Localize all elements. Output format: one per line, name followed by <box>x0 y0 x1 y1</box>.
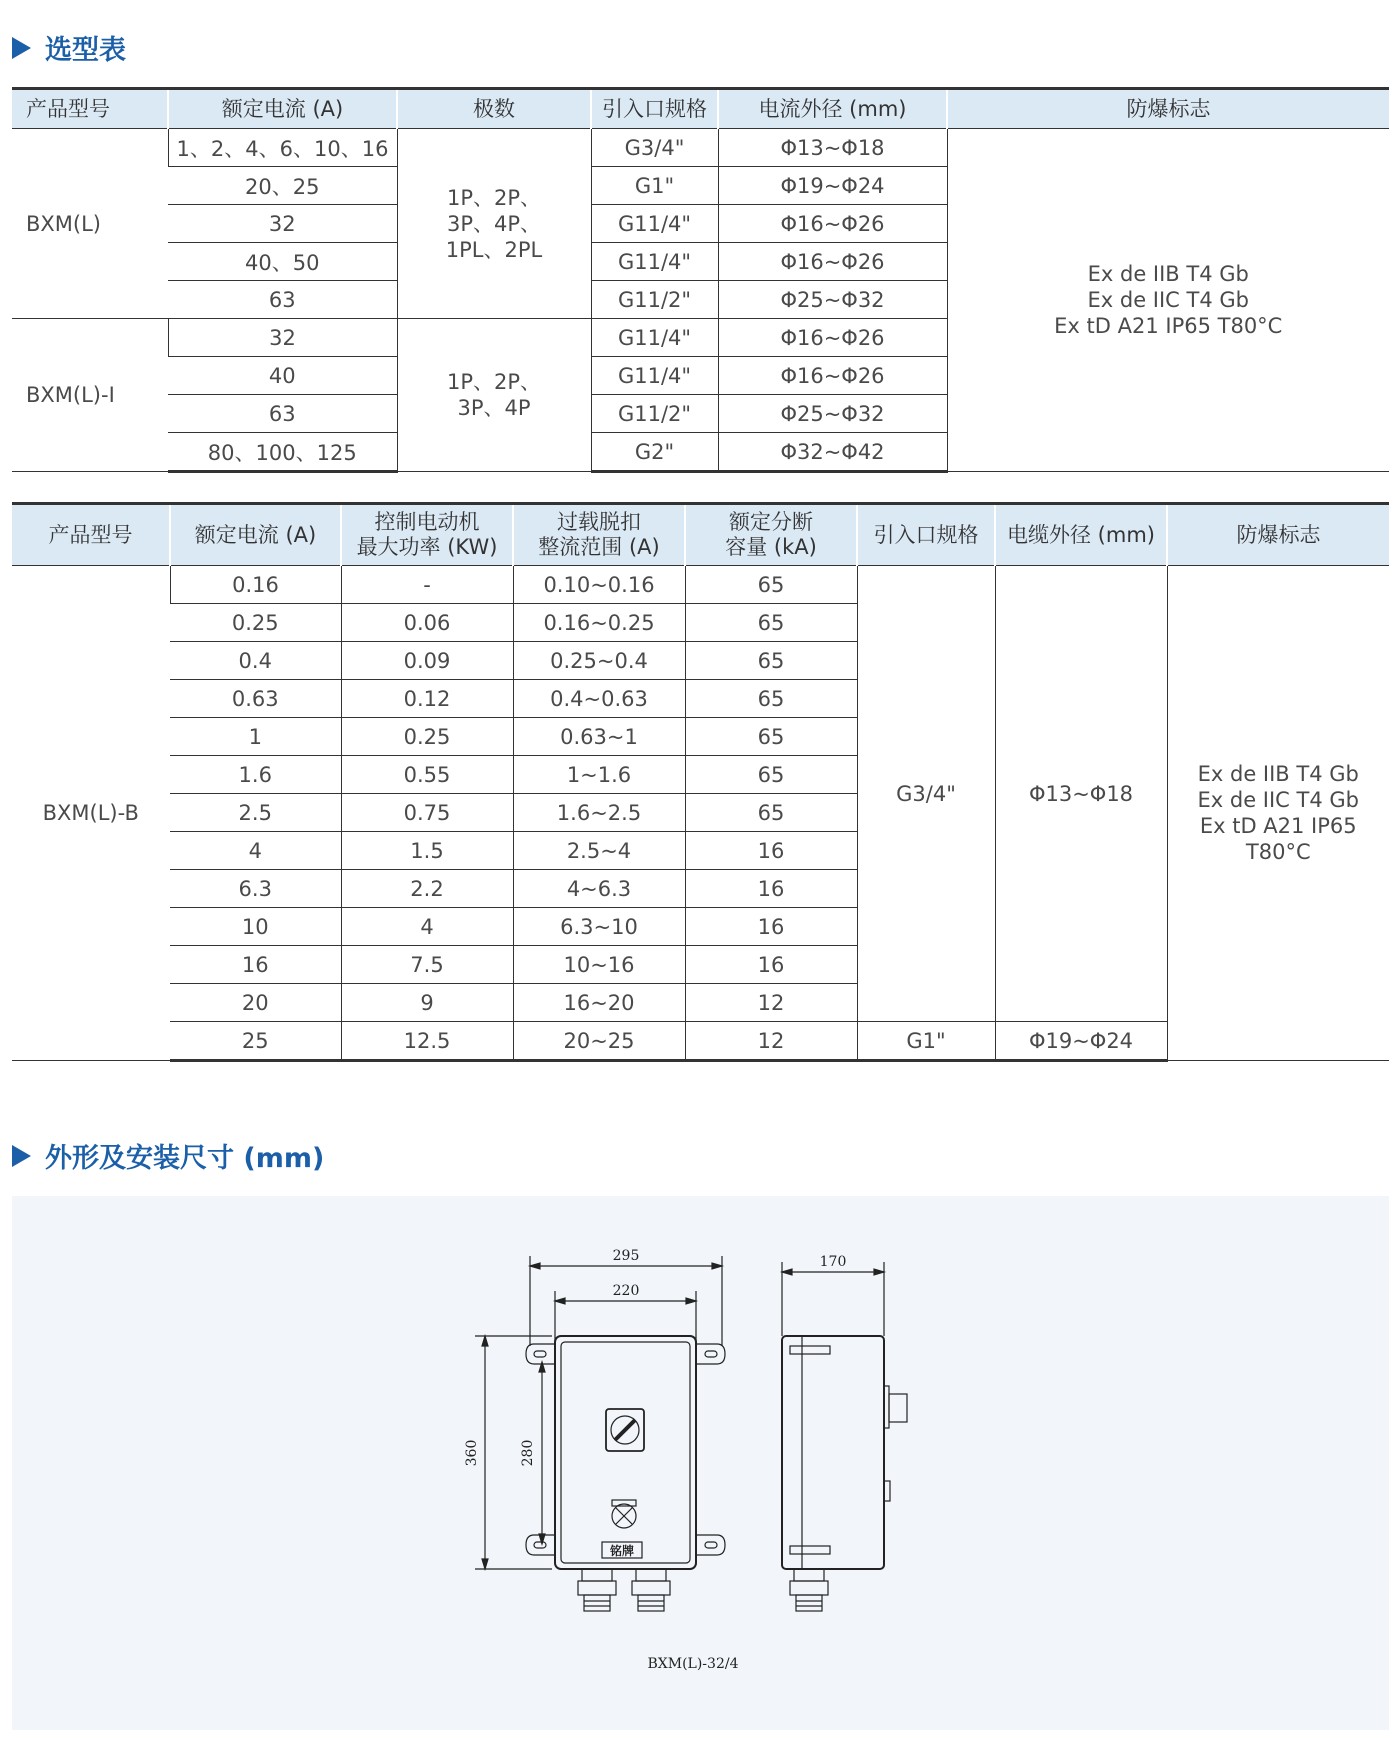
port-cell: G1" <box>857 1022 995 1061</box>
diameter-cell: Φ16~Φ26 <box>718 357 947 395</box>
poles-line: 1P、2P、 <box>446 370 542 394</box>
play-triangle-icon <box>12 1145 31 1167</box>
current-cell: 0.63 <box>170 680 341 718</box>
rotary-switch-side <box>889 1394 907 1422</box>
col-header-cable: 电缆外径 (mm) <box>995 504 1167 566</box>
table-header-row <box>12 89 1389 129</box>
port-cell: G11/2" <box>591 395 718 433</box>
table-row <box>12 129 1389 167</box>
col-header-port: 引入口规格 <box>857 504 995 566</box>
explosion-marks-cell <box>947 129 1389 472</box>
breaking-cell: 16 <box>685 908 857 946</box>
enclosure-front <box>555 1336 696 1569</box>
diameter-cell: Φ13~Φ18 <box>718 129 947 167</box>
current-cell: 1.6 <box>170 756 341 794</box>
power-cell: 0.25 <box>341 718 513 756</box>
diameter-cell: Φ32~Φ42 <box>718 433 947 472</box>
port-cell: G11/4" <box>591 319 718 357</box>
section-title-text: 外形及安装尺寸 (mm) <box>45 1143 325 1174</box>
explosion-marks-cell <box>1167 566 1389 1061</box>
port-cell: G1" <box>591 167 718 205</box>
breaking-cell: 16 <box>685 946 857 984</box>
port-cell: G11/2" <box>591 281 718 319</box>
diameter-cell: Φ16~Φ26 <box>718 243 947 281</box>
current-cell: 10 <box>170 908 341 946</box>
poles-line: 3P、4P <box>457 396 531 420</box>
power-cell: 9 <box>341 984 513 1022</box>
col-header-current: 额定电流 (A) <box>168 89 397 129</box>
cable-gland <box>632 1569 670 1611</box>
power-cell: 2.2 <box>341 870 513 908</box>
col-header-power <box>341 504 513 566</box>
explosion-mark: Ex de IIC T4 Gb <box>1087 288 1249 312</box>
port-cell: G3/4" <box>591 129 718 167</box>
current-cell: 63 <box>168 281 397 319</box>
header-line: 容量 (kA) <box>725 535 817 559</box>
section-title-dimensions <box>12 1136 324 1175</box>
power-cell: 1.5 <box>341 832 513 870</box>
current-cell: 20、25 <box>168 167 397 205</box>
nameplate-label: 铭牌 <box>609 1544 635 1558</box>
breaking-cell: 12 <box>685 984 857 1022</box>
trip-cell: 0.63~1 <box>513 718 685 756</box>
trip-cell: 6.3~10 <box>513 908 685 946</box>
mount-lug <box>696 1344 725 1364</box>
breaking-cell: 65 <box>685 566 857 604</box>
mount-lug <box>696 1535 725 1555</box>
dim-label-170: 170 <box>819 1254 847 1270</box>
poles-cell <box>397 129 591 319</box>
breaking-cell: 16 <box>685 870 857 908</box>
power-cell: 0.06 <box>341 604 513 642</box>
selection-table-2 <box>12 502 1389 1062</box>
current-cell: 32 <box>168 319 397 357</box>
explosion-mark: Ex tD A21 IP65 T80°C <box>1199 814 1357 864</box>
breaking-cell: 65 <box>685 680 857 718</box>
power-cell: 12.5 <box>341 1022 513 1061</box>
explosion-mark: Ex de IIC T4 Gb <box>1197 788 1359 812</box>
poles-line: 1P、2P、 <box>446 185 542 210</box>
port-cell: G11/4" <box>591 357 718 395</box>
current-cell: 0.25 <box>170 604 341 642</box>
current-cell: 80、100、125 <box>168 433 397 472</box>
trip-cell: 0.4~0.63 <box>513 680 685 718</box>
col-header-poles: 极数 <box>397 89 591 129</box>
drawing-caption: BXM(L)-32/4 <box>647 1656 739 1672</box>
trip-cell: 2.5~4 <box>513 832 685 870</box>
power-cell: 4 <box>341 908 513 946</box>
col-header-trip <box>513 504 685 566</box>
current-cell: 4 <box>170 832 341 870</box>
explosion-mark: Ex de IIB T4 Gb <box>1197 762 1359 786</box>
breaking-cell: 12 <box>685 1022 857 1061</box>
port-cell: G2" <box>591 433 718 472</box>
breaking-cell: 65 <box>685 756 857 794</box>
model-cell: BXM(L)-I <box>12 319 168 472</box>
diameter-cell: Φ16~Φ26 <box>718 319 947 357</box>
power-cell: 7.5 <box>341 946 513 984</box>
header-line: 控制电动机 <box>374 510 480 534</box>
current-cell: 16 <box>170 946 341 984</box>
current-cell: 25 <box>170 1022 341 1061</box>
breaking-cell: 65 <box>685 642 857 680</box>
trip-cell: 0.10~0.16 <box>513 566 685 604</box>
power-cell: 0.75 <box>341 794 513 832</box>
current-cell: 20 <box>170 984 341 1022</box>
diameter-cell: Φ19~Φ24 <box>718 167 947 205</box>
breaking-cell: 65 <box>685 604 857 642</box>
header-line: 额定分断 <box>729 510 813 534</box>
explosion-mark: Ex tD A21 IP65 T80°C <box>1054 314 1283 338</box>
current-cell: 32 <box>168 205 397 243</box>
power-cell: 0.09 <box>341 642 513 680</box>
header-line: 整流范围 (A) <box>538 535 660 559</box>
current-cell: 63 <box>168 395 397 433</box>
trip-cell: 10~16 <box>513 946 685 984</box>
dim-label-280: 280 <box>520 1439 536 1467</box>
dim-label-220: 220 <box>612 1283 640 1299</box>
explosion-mark: Ex de IIB T4 Gb <box>1087 262 1249 286</box>
trip-cell: 16~20 <box>513 984 685 1022</box>
col-header-breaking <box>685 504 857 566</box>
current-cell: 2.5 <box>170 794 341 832</box>
col-header-model: 产品型号 <box>12 504 170 566</box>
cable-cell: Φ13~Φ18 <box>995 566 1167 1022</box>
trip-cell: 1~1.6 <box>513 756 685 794</box>
dim-label-295: 295 <box>612 1248 640 1264</box>
trip-cell: 20~25 <box>513 1022 685 1061</box>
breaking-cell: 65 <box>685 794 857 832</box>
selection-table-1 <box>12 87 1389 473</box>
col-header-model: 产品型号 <box>12 89 168 129</box>
diameter-cell: Φ16~Φ26 <box>718 205 947 243</box>
table-header-row <box>12 504 1389 566</box>
diameter-cell: Φ25~Φ32 <box>718 281 947 319</box>
trip-cell: 4~6.3 <box>513 870 685 908</box>
dimension-drawing-panel <box>12 1196 1389 1730</box>
trip-cell: 0.25~0.4 <box>513 642 685 680</box>
current-cell: 40、50 <box>168 243 397 281</box>
current-cell: 1、2、4、6、10、16 <box>168 129 397 167</box>
cable-gland <box>578 1569 616 1611</box>
dimension-drawing <box>12 1196 1389 1730</box>
table-row <box>12 566 1389 604</box>
model-cell: BXM(L) <box>12 129 168 319</box>
header-line: 最大功率 (KW) <box>356 535 498 559</box>
col-header-port: 引入口规格 <box>591 89 718 129</box>
diameter-cell: Φ25~Φ32 <box>718 395 947 433</box>
trip-cell: 0.16~0.25 <box>513 604 685 642</box>
col-header-current: 额定电流 (A) <box>170 504 341 566</box>
breaking-cell: 65 <box>685 718 857 756</box>
col-header-marks: 防爆标志 <box>1167 504 1389 566</box>
port-cell: G11/4" <box>591 205 718 243</box>
current-cell: 0.16 <box>170 566 341 604</box>
current-cell: 1 <box>170 718 341 756</box>
dim-label-360: 360 <box>464 1439 480 1467</box>
col-header-marks: 防爆标志 <box>947 89 1389 129</box>
section-title-text: 选型表 <box>45 35 126 66</box>
model-cell: BXM(L)-B <box>12 566 170 1061</box>
poles-cell <box>397 319 591 472</box>
breaking-cell: 16 <box>685 832 857 870</box>
section-title-selection <box>12 28 126 67</box>
col-header-diameter: 电流外径 (mm) <box>718 89 947 129</box>
current-cell: 0.4 <box>170 642 341 680</box>
power-cell: 0.12 <box>341 680 513 718</box>
header-line: 过载脱扣 <box>557 510 641 534</box>
current-cell: 40 <box>168 357 397 395</box>
power-cell: - <box>341 566 513 604</box>
port-cell: G3/4" <box>857 566 995 1022</box>
mount-lug <box>526 1344 555 1364</box>
trip-cell: 1.6~2.5 <box>513 794 685 832</box>
enclosure-side <box>782 1336 884 1569</box>
poles-line: 3P、4P、 <box>446 211 542 236</box>
cable-cell: Φ19~Φ24 <box>995 1022 1167 1061</box>
cable-gland-side <box>790 1569 828 1611</box>
poles-line: 1PL、2PL <box>445 237 543 262</box>
current-cell: 6.3 <box>170 870 341 908</box>
play-triangle-icon <box>12 37 31 59</box>
power-cell: 0.55 <box>341 756 513 794</box>
port-cell: G11/4" <box>591 243 718 281</box>
